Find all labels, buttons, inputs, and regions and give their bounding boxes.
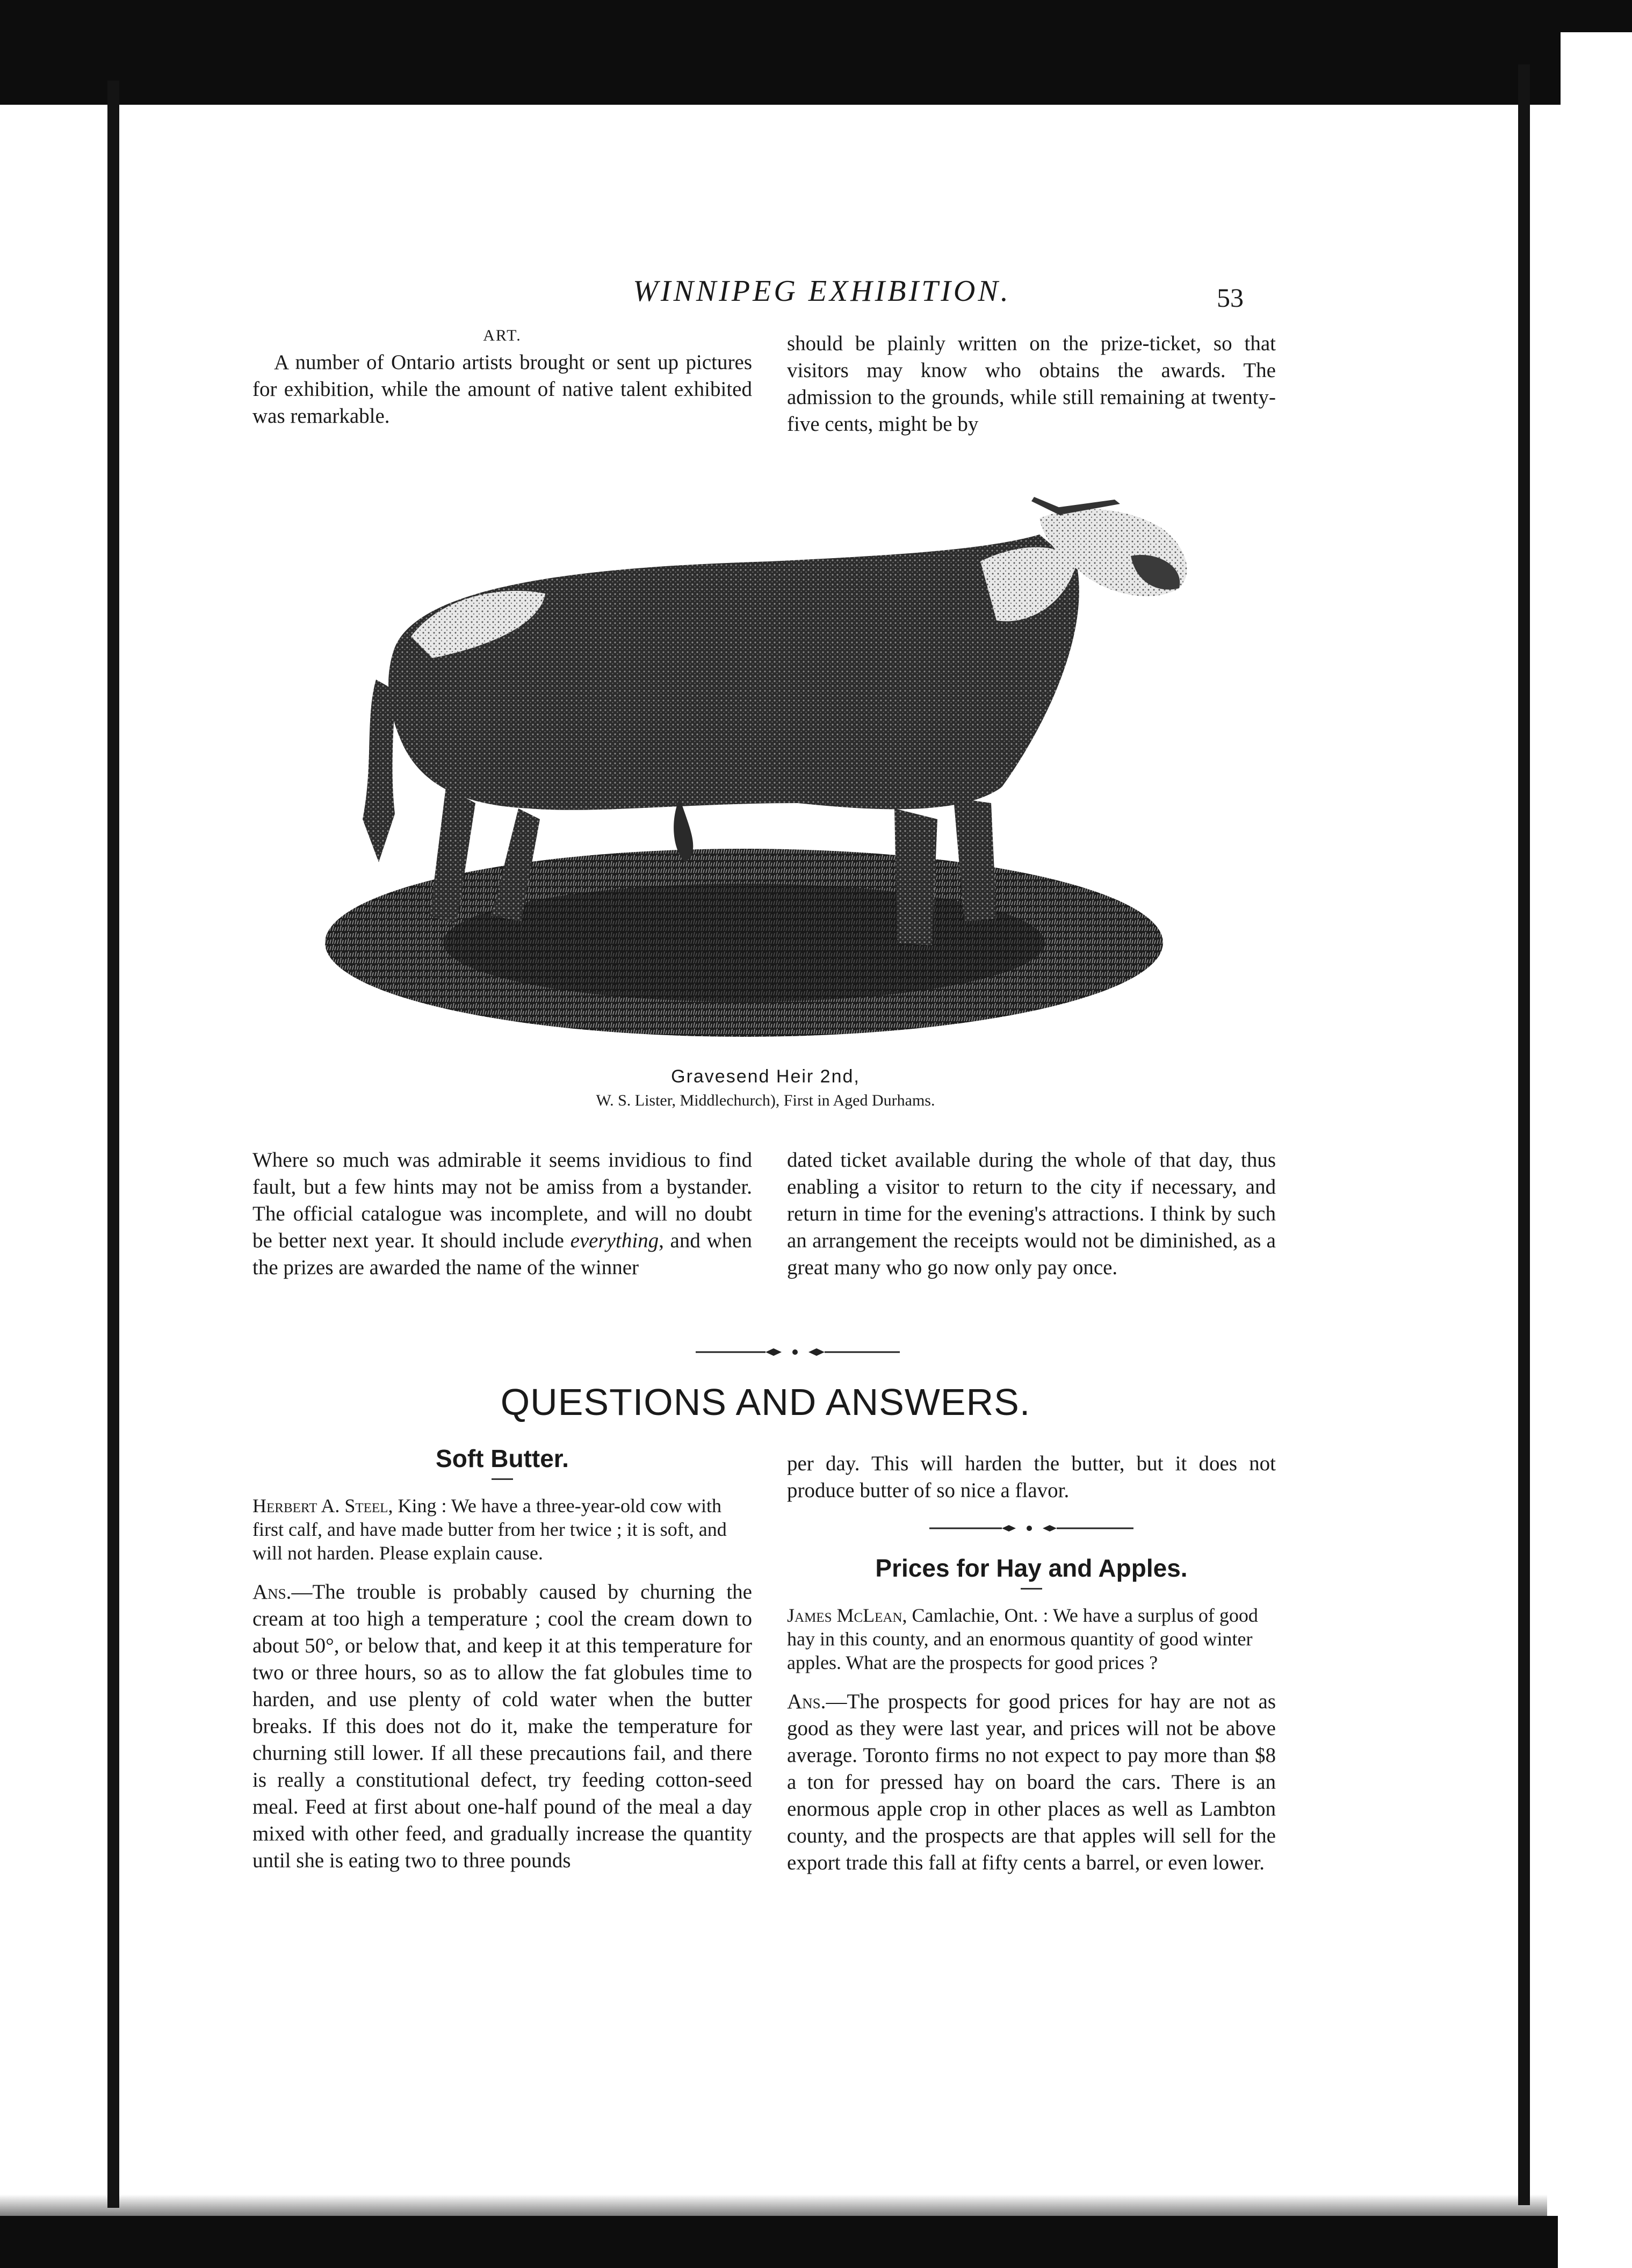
soft-butter-answer — [252, 1579, 752, 1874]
scan-border-right — [1518, 64, 1530, 2205]
soft-butter-answer-text: —The trouble is probably caused by churning the cream at too high a temperature ; cool the cream down to about 50°, or below that, and keep it at this temperature for two or three hours, so as to allow the fat globules time to harden, and use plenty of cold water when the butter breaks. If this does not do it, make the temperature for churning still lower. If all these precautions fail, and there is really a constitutional defect, try feeding cotton-seed meal. Feed at first about one-half pound of the meal a day mixed with other feed, and gradually increase the quantity until she is eating two to three pounds — [252, 1580, 752, 1872]
ornamental-divider-icon — [696, 1344, 900, 1360]
column-mid-left-text — [252, 1147, 752, 1281]
short-rule-2 — [1021, 1588, 1042, 1590]
hay-apples-title: Prices for Hay and Apples. — [875, 1554, 1188, 1582]
column-mid-left — [252, 1147, 752, 1281]
hay-apples-question — [787, 1604, 1276, 1674]
soft-butter-answer-label: Ans. — [252, 1580, 292, 1604]
hay-apples-answer-text: —The prospects for good prices for hay are not as good as they were last year, and prices will not be above average. Toronto firms no not expect to pay more than $8 a ton for pressed hay on board the cars. There is an enormous apple crop in other places as well as Lambton county, and the prospects are that apples will sell for the export trade this fall at fifty cents a barrel, or even lower. — [787, 1690, 1276, 1874]
column-mid-right — [787, 1147, 1276, 1281]
scan-border-top — [0, 0, 1561, 105]
art-section-label: ART. — [483, 327, 522, 344]
ornamental-divider-small-icon — [929, 1520, 1133, 1536]
scan-border-top-right — [1561, 0, 1632, 32]
illustration-caption-title: Gravesend Heir 2nd, — [671, 1066, 860, 1087]
soft-butter-question-text: , King : We have a three-year-old cow with first calf, and have made butter from her twice ; it is soft, and will not harden. Please explain cause. — [252, 1495, 727, 1564]
column-mid-left-text-a: Where so much was admirable it seems invidious to find fault, but a few hints may not be amiss from a bystander. The official catalogue was incomplete, and will no doubt be better next year. It should include — [252, 1149, 752, 1252]
illustration-caption-credit: W. S. Lister, Middlechurch), First in Aged Durhams. — [596, 1092, 935, 1109]
hay-apples-question-text: , Camlachie, Ont. : We have a surplus of good hay in this county, and an enormous quantity of good winter apples. What are the prospects for good prices ? — [787, 1605, 1258, 1673]
scan-border-bottom — [0, 2216, 1558, 2268]
soft-butter-article — [252, 1445, 752, 1874]
art-section-text: A number of Ontario artists brought or sent up pictures for exhibition, while the amount of native talent exhibited was remarkable. — [252, 351, 752, 428]
column-top-right-text: should be plainly written on the prize-ticket, so that visitors may know who obtains the awards. The admission to the grounds, while still remaining at twenty-five cents, might be by — [787, 332, 1276, 436]
soft-butter-asker: Herbert A. Steel — [252, 1495, 388, 1516]
soft-butter-title: Soft Butter. — [436, 1444, 569, 1472]
column-mid-left-italic: everything — [570, 1229, 659, 1252]
hay-apples-asker: James McLean — [787, 1605, 902, 1626]
column-bottom-right — [787, 1450, 1276, 1876]
hay-apples-answer — [787, 1688, 1276, 1876]
bull-engraving-illustration — [314, 486, 1227, 1050]
short-rule — [492, 1478, 513, 1480]
hay-apples-answer-label: Ans. — [787, 1690, 826, 1713]
column-top-right — [787, 330, 1276, 438]
art-section — [252, 322, 752, 430]
scan-border-left — [107, 81, 119, 2208]
page-number: 53 — [1217, 283, 1244, 313]
soft-butter-question — [252, 1494, 752, 1565]
column-mid-right-text: dated ticket available during the whole of that day, thus enabling a visitor to return to the city if necessary, and return in time for the evening's attractions. I think by such an arrangement the receipts would not be diminished, as a great many who go now only pay once. — [787, 1149, 1276, 1279]
column-mid-left-text-b: , and when the prizes are awarded the name of the winner — [252, 1229, 752, 1279]
running-title: WINNIPEG EXHIBITION. — [633, 275, 1011, 308]
soft-butter-continued: per day. This will harden the butter, but it does not produce butter of so nice a flavor. — [787, 1452, 1276, 1502]
questions-answers-title: QUESTIONS AND ANSWERS. — [500, 1381, 1031, 1423]
scan-border-bottom-shadow — [0, 2194, 1547, 2216]
